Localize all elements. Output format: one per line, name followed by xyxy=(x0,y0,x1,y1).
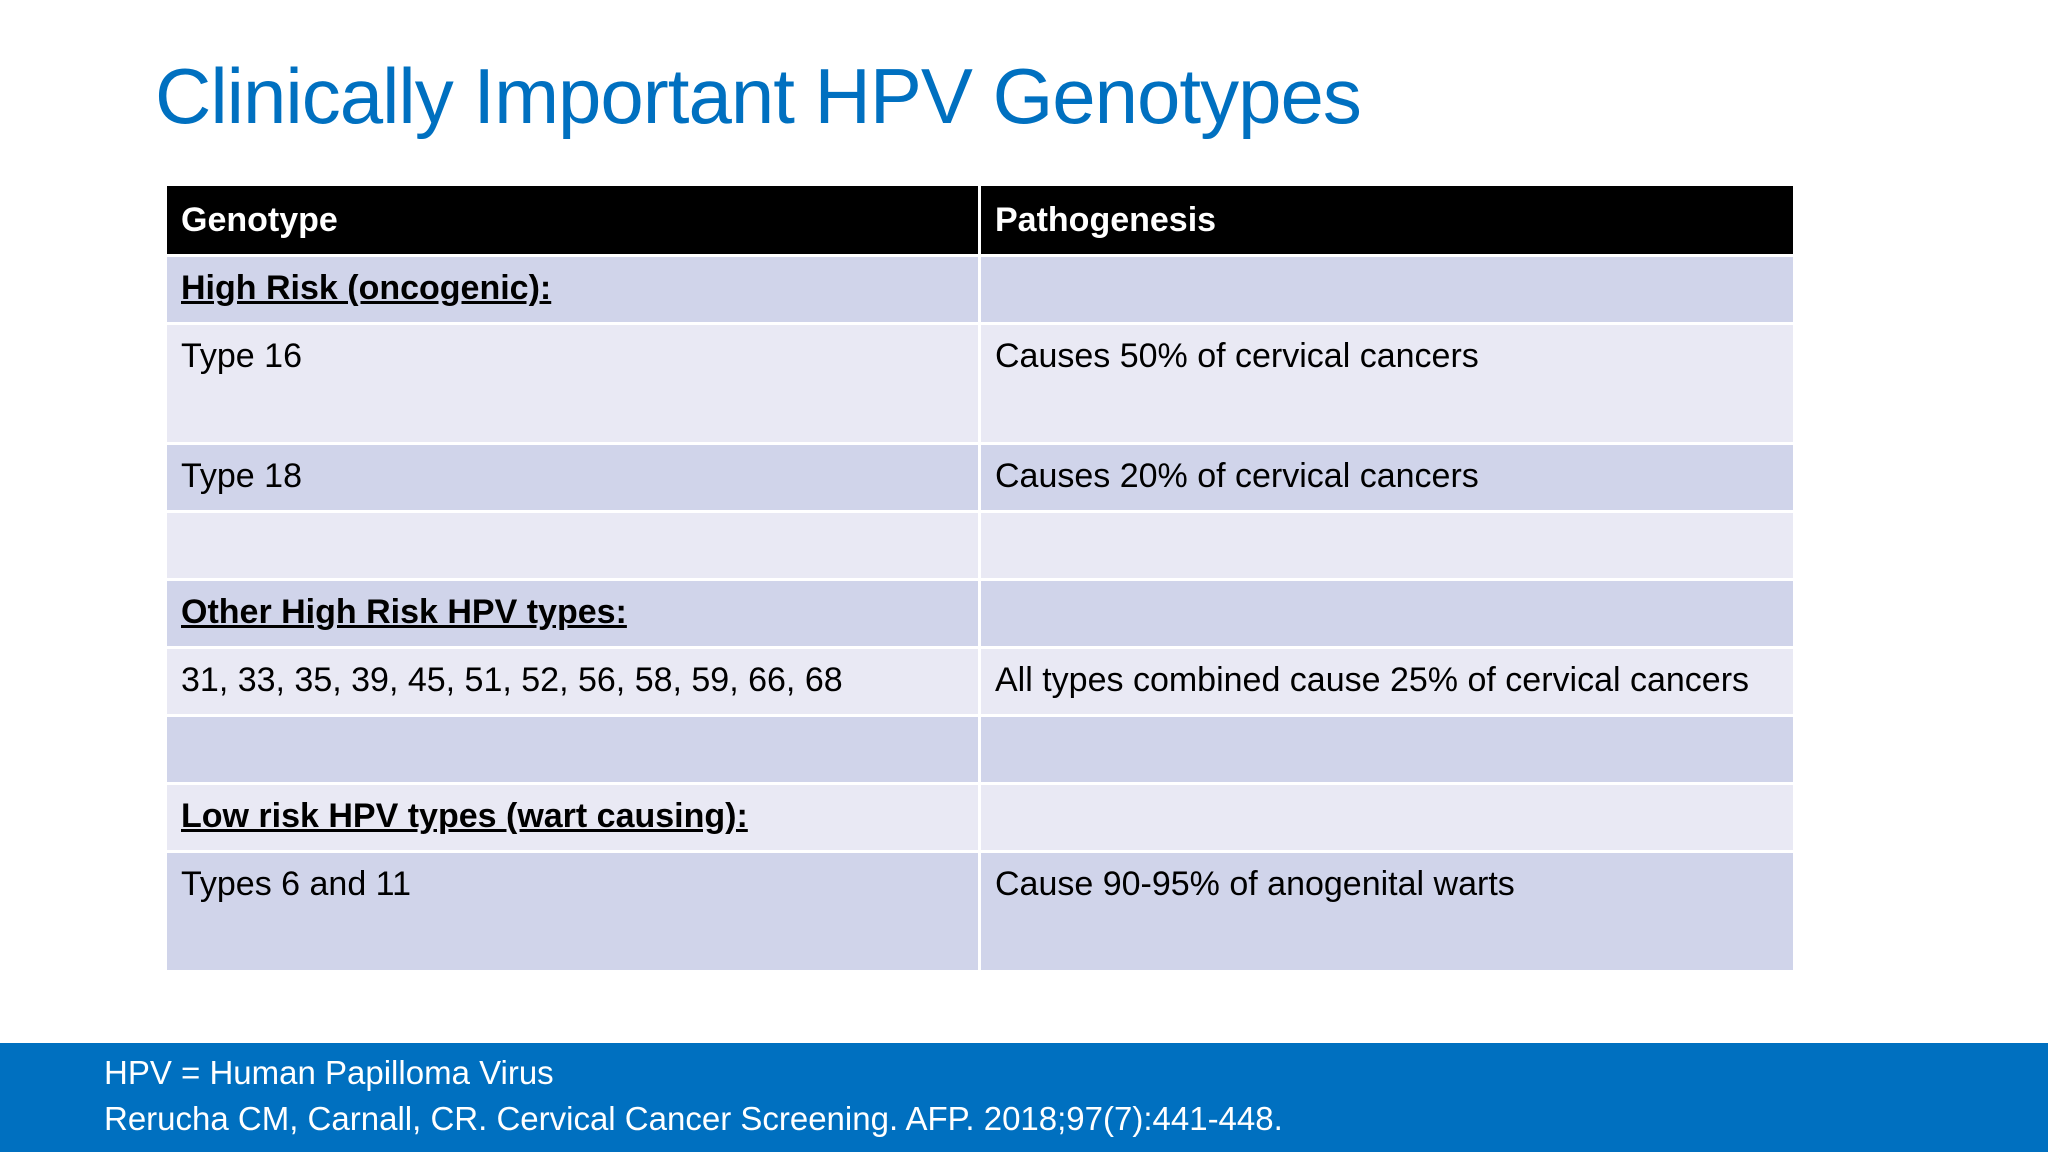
genotype-cell: Types 6 and 11 xyxy=(166,852,980,972)
section-heading-high-risk: High Risk (oncogenic): xyxy=(181,269,552,307)
table-row-section-other-high-risk xyxy=(166,580,1795,648)
section-heading-low-risk: Low risk HPV types (wart causing): xyxy=(181,797,748,835)
column-header-genotype: Genotype xyxy=(166,185,980,256)
table-row xyxy=(166,648,1795,716)
pathogenesis-cell: Causes 20% of cervical cancers xyxy=(980,444,1795,512)
genotype-cell xyxy=(166,512,980,580)
section-heading-other-high-risk: Other High Risk HPV types: xyxy=(181,593,627,631)
pathogenesis-cell xyxy=(980,716,1795,784)
pathogenesis-cell: All types combined cause 25% of cervical cancers xyxy=(980,648,1795,716)
table-row-empty xyxy=(166,512,1795,580)
genotype-cell xyxy=(166,784,980,852)
genotype-cell xyxy=(166,580,980,648)
pathogenesis-cell xyxy=(980,512,1795,580)
column-header-pathogenesis: Pathogenesis xyxy=(980,185,1795,256)
genotype-cell: 31, 33, 35, 39, 45, 51, 52, 56, 58, 59, 66, 68 xyxy=(166,648,980,716)
table-header-row xyxy=(166,185,1795,256)
footer-definition: HPV = Human Papilloma Virus xyxy=(104,1054,554,1091)
pathogenesis-cell xyxy=(980,784,1795,852)
table-row-section-high-risk xyxy=(166,256,1795,324)
genotype-cell: Type 16 xyxy=(166,324,980,444)
table-row xyxy=(166,324,1795,444)
footer-bar xyxy=(0,1043,2048,1152)
table-row xyxy=(166,444,1795,512)
table-row-empty xyxy=(166,716,1795,784)
pathogenesis-cell xyxy=(980,580,1795,648)
table-row-section-low-risk xyxy=(166,784,1795,852)
table-row xyxy=(166,852,1795,972)
pathogenesis-cell: Causes 50% of cervical cancers xyxy=(980,324,1795,444)
genotype-cell: Type 18 xyxy=(166,444,980,512)
pathogenesis-cell: Cause 90-95% of anogenital warts xyxy=(980,852,1795,972)
genotype-table xyxy=(164,183,1796,973)
footer-citation: Rerucha CM, Carnall, CR. Cervical Cancer Screening. AFP. 2018;97(7):441-448. xyxy=(104,1100,1283,1137)
slide-title: Clinically Important HPV Genotypes xyxy=(155,52,1361,140)
genotype-cell xyxy=(166,716,980,784)
genotype-cell xyxy=(166,256,980,324)
pathogenesis-cell xyxy=(980,256,1795,324)
